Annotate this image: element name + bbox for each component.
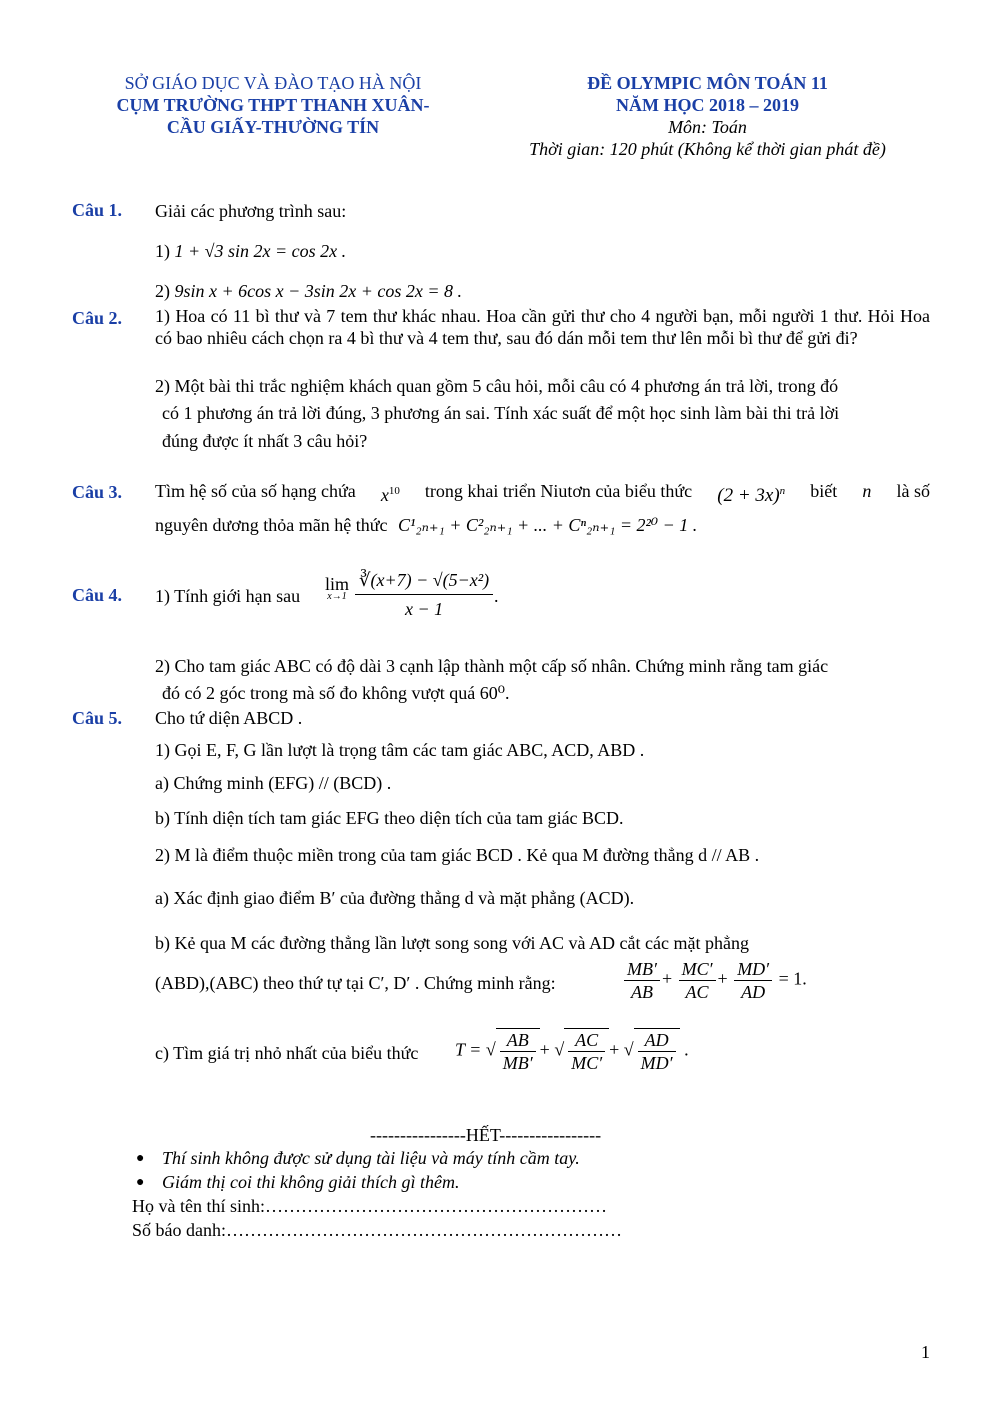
q2-part2-line1: 2) Một bài thi trắc nghiệm khách quan gồm 5 câu hỏi, mỗi câu có 4 phương án trả lời, trong đó — [155, 376, 839, 396]
q5-sqrt-ab — [500, 1029, 536, 1074]
q5-sqrt-ab-num: AB — [500, 1029, 536, 1052]
q3-text-d: là số — [896, 481, 930, 501]
q5-part1b: b) Tính diện tích tam giác EFG theo diện tích của tam giác BCD. — [155, 808, 624, 828]
q5-part2c-text: c) Tìm giá trị nhỏ nhất của biểu thức — [155, 1043, 419, 1063]
q4-part1-text: 1) Tính giới hạn sau — [155, 586, 301, 606]
q5-frac-mb-den: AB — [630, 982, 653, 1002]
q3-binomial: (2 + 3x) — [717, 485, 780, 506]
page-number: 1 — [921, 1342, 930, 1362]
exam-header — [490, 72, 925, 160]
q5-T: T = — [455, 1039, 482, 1060]
q3-identity: C¹₂ₙ₊₁ + C²₂ₙ₊₁ + ... + Cⁿ₂ₙ₊₁ = 2²⁰ − 1 . — [397, 515, 698, 535]
q4-numerator: ∛(x+7) − √(5−x²) — [355, 566, 493, 595]
time-limit: Thời gian: 120 phút (Không kể thời gian phát đề) — [529, 139, 886, 159]
q3-text-b: trong khai triển Niutơn của biểu thức — [424, 481, 693, 501]
q5-part2b-intro: (ABD),(ABC) theo thứ tự tại C′, D′ . Chứng minh rằng: — [155, 973, 556, 993]
q4-fraction — [355, 566, 493, 623]
q2-part1: 1) Hoa có 11 bì thư và 7 tem thư khác nhau. Hoa cần gửi thư cho 4 người bạn, mỗi người 1 thư. Hỏi Hoa có bao nhiêu cách chọn ra 4 bì thư và 4 tem thư, sau đó dán mỗi tem thư lên mỗi bì thư để gửi đi? — [155, 306, 930, 348]
q2-part2-line2: có 1 phương án trả lời đúng, 3 phương án sai. Tính xác suất để một học sinh làm bài thi trả lời — [162, 403, 840, 423]
q1-intro: Giải các phương trình sau: — [155, 201, 347, 221]
q4-part2-line1: 2) Cho tam giác ABC có độ dài 3 cạnh lập thành một cấp số nhân. Chứng minh rằng tam giác — [155, 656, 829, 676]
q2-part2-line3: đúng được ít nhất 3 câu hỏi? — [162, 431, 368, 451]
candidate-id-line: Số báo danh:………………………………………………………… — [132, 1220, 622, 1240]
q3-text-c: biết — [810, 481, 838, 501]
candidate-name-line: Họ và tên thí sinh:………………………………………………… — [132, 1196, 607, 1216]
q5-sqrt-ac — [568, 1029, 605, 1074]
q5-part1a: a) Chứng minh (EFG) // (BCD) . — [155, 773, 392, 793]
q3-line2 — [155, 512, 697, 538]
q1-part2 — [155, 278, 462, 304]
q5-part1: 1) Gọi E, F, G lần lượt là trọng tâm các tam giác ABC, ACD, ABD . — [155, 740, 645, 760]
q3-text-e: nguyên dương thỏa mãn hệ thức — [155, 515, 388, 535]
q5-frac-md-num: MD′ — [734, 958, 772, 981]
q5-sqrt-ad — [638, 1029, 676, 1074]
q3-x: x — [380, 485, 389, 505]
q4-lim-sub: x→1 — [327, 591, 347, 602]
q5-frac-mc-den: AC — [685, 982, 709, 1002]
q4-lim — [325, 574, 349, 602]
q1-part1-eq: 1 + √3 sin 2x = cos 2x . — [174, 241, 347, 261]
q3-term — [381, 478, 400, 509]
note-no-materials: Thí sinh không được sử dụng tài liệu và máy tính cầm tay. — [162, 1148, 580, 1168]
q5-part2: 2) M là điểm thuộc miền trong của tam giác BCD . Kẻ qua M đường thẳng d // AB . — [155, 845, 760, 865]
q5-part2a: a) Xác định giao điểm B′ của đường thẳng d và mặt phẳng (ACD). — [155, 888, 635, 908]
q5-frac-mb — [624, 958, 660, 1003]
note-no-explanation: Giám thị coi thi không giải thích gì thêm. — [162, 1172, 460, 1192]
q5-frac-mb-num: MB′ — [624, 958, 660, 981]
q5-sqrt-ac-den: MC′ — [571, 1053, 603, 1073]
q4-denominator: x − 1 — [405, 599, 444, 619]
bullet-icon: ● — [136, 1151, 145, 1166]
q5-frac-md-den: AD — [741, 982, 766, 1002]
q5-frac-md — [734, 958, 772, 1003]
bullet-icon: ● — [136, 1175, 145, 1190]
q3-n: n — [862, 481, 872, 501]
school-year: NĂM HỌC 2018 – 2019 — [616, 95, 799, 115]
q5-T-expression: T = √ $\frac{AB}{MB'}$ + √ $\frac{AC}{MC'}$ + √ $\frac{AD}{MD'}$ . — [455, 1030, 689, 1073]
cluster-name-2: CẦU GIẤY-THƯỜNG TÍN — [166, 117, 380, 137]
dept-name: SỞ GIÁO DỤC VÀ ĐÀO TẠO HÀ NỘI — [124, 73, 422, 93]
q5-frac-mc — [679, 958, 716, 1003]
end-marker: ----------------HẾT----------------- — [370, 1125, 602, 1145]
q5-sqrt-ad-num: AD — [638, 1029, 676, 1052]
q1-part2-eq: 9sin x + 6cos x − 3sin 2x + cos 2x = 8 . — [174, 281, 463, 301]
q1-part1 — [155, 238, 346, 264]
q5-end-dot: . — [684, 1039, 689, 1060]
q3-label: Câu 3. — [72, 482, 123, 502]
q4-label: Câu 4. — [72, 585, 123, 605]
q4-lim-word: lim — [325, 574, 350, 594]
q4-dot: . — [494, 586, 499, 606]
q1-part1-prefix: 1) — [155, 241, 170, 261]
q5-part2b-line2 — [155, 970, 556, 996]
q5-part2b-line1 — [155, 930, 930, 956]
q1-part2-prefix: 2) — [155, 281, 170, 301]
subject: Môn: Toán — [668, 117, 747, 137]
q5-part2b-text: b) Kẻ qua M các đường thẳng lần lượt song song với AC và AD cắt các mặt phẳng — [155, 933, 749, 953]
q2-label: Câu 2. — [72, 308, 123, 328]
q5-sqrt-ac-num: AC — [568, 1029, 605, 1052]
q3-n-exp: n — [779, 485, 786, 497]
q5-frac-mc-num: MC′ — [679, 958, 716, 981]
q5-label: Câu 5. — [72, 708, 123, 728]
q3-line1 — [155, 478, 930, 509]
q5-sqrt-ab-den: MB′ — [502, 1053, 533, 1073]
q5-sum-equation: $\frac{MB'}{AB}$ + $\frac{MC'}{AC}$ + $\frac{MD'}{AD}$ = 1. — [622, 958, 807, 1003]
q3-expr — [717, 478, 785, 509]
q5-sqrt-ad-den: MD′ — [640, 1053, 673, 1073]
q5-equals-one: = 1. — [778, 968, 807, 989]
q3-text-a: Tìm hệ số của số hạng chứa — [155, 481, 356, 501]
q1-label: Câu 1. — [72, 200, 123, 220]
exam-title: ĐỀ OLYMPIC MÔN TOÁN 11 — [587, 73, 828, 93]
q3-exp: 10 — [388, 485, 400, 497]
q4-part2-line2: đó có 2 góc trong mà số đo không vượt quá 60⁰. — [162, 683, 510, 703]
cluster-name-1: CỤM TRƯỜNG THPT THANH XUÂN- — [116, 95, 430, 115]
school-header — [88, 72, 458, 138]
q5-intro: Cho tứ diện ABCD . — [155, 708, 303, 728]
